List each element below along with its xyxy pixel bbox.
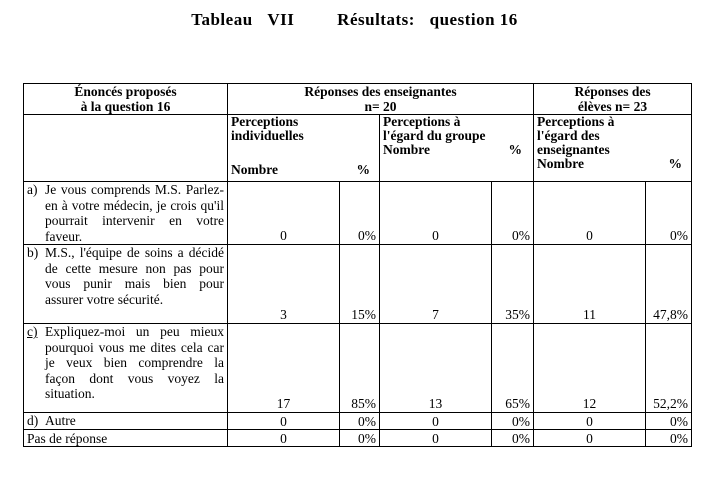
- statement-c: c) Expliquez-moi un peu mieux pourquoi vous me dites cela car je veux bien comprendre la façon dont vous voyez la situation.: [24, 324, 228, 413]
- pct-label: %: [668, 156, 683, 171]
- table-row: [24, 430, 692, 447]
- statement-no-answer: Pas de réponse: [24, 430, 228, 447]
- cell-n1: 3: [228, 245, 340, 324]
- nombre-label: Nombre: [383, 142, 430, 157]
- cell-n2: 0: [380, 430, 492, 447]
- pct-label: %: [356, 162, 370, 177]
- table-row: [24, 324, 692, 413]
- cell-p3: 0%: [646, 430, 692, 447]
- subheader-empty: [24, 115, 228, 182]
- cell-n1: 0: [228, 413, 340, 430]
- cell-p1: 85%: [340, 324, 380, 413]
- table-row: [24, 182, 692, 245]
- subheader-row: [24, 115, 692, 182]
- cell-n2: 13: [380, 324, 492, 413]
- title-number: VII: [267, 10, 295, 29]
- cell-n1: 0: [228, 182, 340, 245]
- cell-p2: 0%: [492, 413, 534, 430]
- cell-p3: 52,2%: [646, 324, 692, 413]
- cell-n1: 0: [228, 430, 340, 447]
- subheader-group: Perceptions à l'égard du groupe Nombre %: [380, 115, 534, 182]
- cell-p2: 35%: [492, 245, 534, 324]
- cell-p2: 0%: [492, 182, 534, 245]
- title-results: Résultats:: [337, 10, 415, 29]
- nombre-label: Nombre: [537, 156, 585, 171]
- results-table: [23, 83, 692, 447]
- cell-p1: 0%: [340, 413, 380, 430]
- table-row: [24, 245, 692, 324]
- cell-p3: 47,8%: [646, 245, 692, 324]
- header-row: [24, 84, 692, 115]
- cell-p1: 15%: [340, 245, 380, 324]
- header-statements: Énoncés proposés à la question 16: [24, 84, 228, 115]
- table-title: [0, 10, 709, 30]
- cell-p3: 0%: [646, 413, 692, 430]
- nombre-label: Nombre: [231, 162, 278, 177]
- cell-n1: 17: [228, 324, 340, 413]
- title-label: Tableau: [191, 10, 253, 29]
- cell-n3: 0: [534, 182, 646, 245]
- statement-b: b) M.S., l'équipe de soins a décidé de cette mesure non pas pour vous punir mais bien pour assurer votre sécurité.: [24, 245, 228, 324]
- cell-n2: 7: [380, 245, 492, 324]
- table-row: [24, 413, 692, 430]
- cell-n3: 0: [534, 413, 646, 430]
- cell-n3: 11: [534, 245, 646, 324]
- statement-d: d) Autre: [24, 413, 228, 430]
- header-students: Réponses des élèves n= 23: [534, 84, 692, 115]
- cell-p2: 65%: [492, 324, 534, 413]
- cell-p1: 0%: [340, 182, 380, 245]
- cell-p3: 0%: [646, 182, 692, 245]
- header-teachers: Réponses des enseignantes n= 20: [228, 84, 534, 115]
- pct-label: %: [508, 142, 523, 157]
- subheader-individual: Perceptions individuelles Nombre %: [228, 115, 380, 182]
- subheader-toward-teachers: Perceptions à l'égard des enseignantes Nombre %: [534, 115, 692, 182]
- cell-n2: 0: [380, 182, 492, 245]
- title-question: question 16: [429, 10, 518, 29]
- cell-n2: 0: [380, 413, 492, 430]
- cell-n3: 0: [534, 430, 646, 447]
- cell-p2: 0%: [492, 430, 534, 447]
- cell-p1: 0%: [340, 430, 380, 447]
- cell-n3: 12: [534, 324, 646, 413]
- statement-a: a) Je vous comprends M.S. Parlez-en à votre médecin, je crois qu'il pourrait intervenir en votre faveur.: [24, 182, 228, 245]
